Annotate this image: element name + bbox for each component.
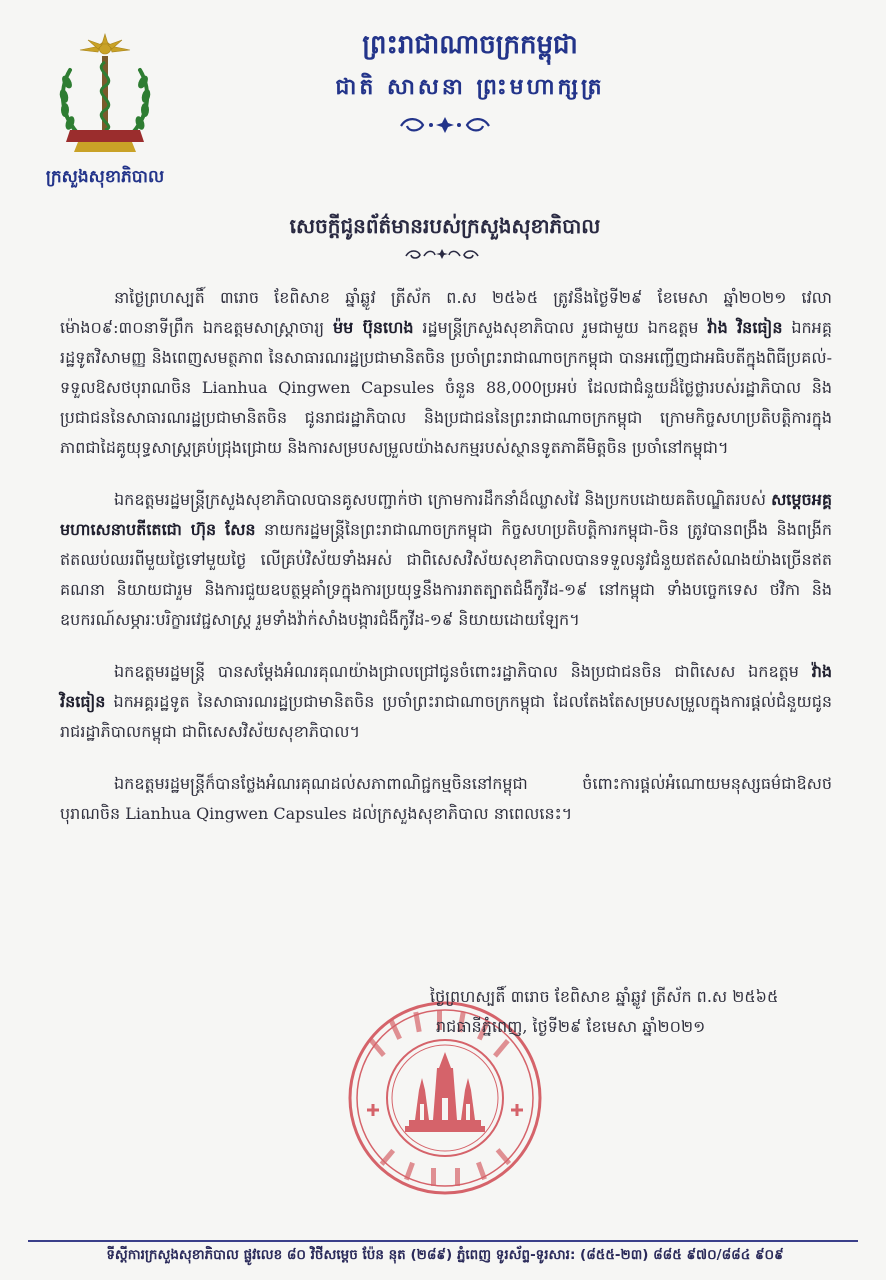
footer-divider — [28, 1240, 858, 1242]
press-release-body — [60, 283, 832, 851]
body-paragraph — [60, 657, 832, 747]
paragraph-text: នាថ្ងៃព្រហស្បតិ៍ ៣រោច ខែពិសាខ ឆ្នាំឆ្លូវ ត្រីស័ក ព.ស ២៥៦៥ ត្រូវនឹងថ្ងៃទី២៩ ខែមេសា ឆ្នាំ២០២១ វេលាម៉ោង០៩:៣០នាទីព្រឹក ឯកឧត្តមសាស្ត្រាចារ្យ — [60, 288, 832, 337]
body-paragraph — [60, 485, 832, 635]
title-ornament-icon — [402, 246, 482, 262]
paragraph-text: ឯកអគ្គរដ្ឋទូតវិសាមញ្ញ និងពេញសមត្ថភាព នៃសាធារណរដ្ឋប្រជាមានិតចិន ប្រចាំព្រះរាជាណាចក្រកម្ពុជា បានអញ្ជើញជាអធិបតីក្នុងពិធីប្រគល់-ទទួលឱសថបុរាណចិន Lianhua Qingwen Capsules ចំនួន 88,000ប្រអប់ ដែលជាជំនួយដ៏ថ្លៃថ្លារបស់រដ្ឋាភិបាល និងប្រជាជននៃសាធារណរដ្ឋប្រជាមានិតចិន ជូនរាជរដ្ឋាភិបាល និងប្រជាជននៃព្រះរាជាណាចក្រកម្ពុជា ក្រោមកិច្ចសហប្រតិបត្តិការក្នុងភាពជាដៃគូយុទ្ធសាស្ត្រគ្រប់ជ្រុងជ្រោយ និងការសម្របសម្រួលយ៉ាងសកម្មរបស់ស្ថានទូតភាគីមិត្តចិន ប្រចាំនៅកម្ពុជា។ — [60, 318, 833, 457]
national-motto: ជាតិ សាសនា ព្រះមហាក្សត្រ — [335, 74, 605, 100]
body-paragraph — [60, 769, 832, 829]
highlighted-name: វ៉ាង វិនធៀន — [707, 318, 783, 337]
paragraph-text: នាយករដ្ឋមន្ត្រីនៃព្រះរាជាណាចក្រកម្ពុជា កិច្ចសហប្រតិបត្តិការកម្ពុជា-ចិន ត្រូវបានពង្រឹង និងពង្រីកឥតឈប់ឈរពីមួយថ្ងៃទៅមួយថ្ងៃ លើគ្រប់វិស័យទាំងអស់ ជាពិសេសវិស័យសុខាភិបាលបានទទួលនូវជំនួយឥតសំណងយ៉ាងច្រើនឥតគណនា និយាយជារួម និងការជួយឧបត្ថម្ភគាំទ្រក្នុងការប្រយុទ្ធនឹងការរាតត្បាតជំងឺកូវីដ-១៩ នៅកម្ពុជា ទាំងបច្ចេកទេស ថវិកា និងឧបករណ៍សម្ភារៈបរិក្ខារវេជ្ជសាស្ត្រ រួមទាំងវ៉ាក់សាំងបង្ការជំងឺកូវីដ-១៩ និយាយដោយឡែក។ — [60, 520, 832, 629]
paragraph-text: ឯកឧត្តមរដ្ឋមន្ត្រីក៏បានថ្លែងអំណរគុណដល់សភាពាណិជ្ជកម្មចិននៅកម្ពុជា ចំពោះការផ្តល់អំណោយមនុស្សធម៌ជាឱសថបុរាណចិន Lianhua Qingwen Capsules ដល់ក្រសួងសុខាភិបាល នាពេលនេះ។ — [60, 774, 832, 823]
ministry-name-under-logo: ក្រសួងសុខាភិបាល — [45, 167, 165, 187]
highlighted-name: វ៉ាង វិនធៀន — [60, 662, 832, 711]
body-paragraph — [60, 283, 832, 463]
paragraph-text: ឯកឧត្តមរដ្ឋមន្ត្រីក្រសួងសុខាភិបាលបានគូសបញ្ជាក់ថា ក្រោមការដឹកនាំដ៏ឈ្លាសវៃ និងប្រកបដោយគតិបណ្ឌិតរបស់ — [114, 490, 772, 509]
footer-address: ទីស្តីការក្រសួងសុខាភិបាល ផ្លូវលេខ ៨០ វិថីសម្តេច ប៉ែន នុត (២៨៩) ភ្នំពេញ ទូរស័ព្ទ-ទូរសារ: (៨៥៥-២៣) ៨៨៥ ៩៧០/៨៨៤ ៩០៩ — [106, 1247, 784, 1263]
ministry-emblem-icon — [40, 30, 170, 165]
paragraph-text: រដ្ឋមន្ត្រីក្រសួងសុខាភិបាល រួមជាមួយ ឯកឧត្តម — [413, 318, 708, 337]
highlighted-name: ម៉ម ប៊ុនហេង — [333, 318, 414, 337]
header-ornament-icon — [395, 114, 495, 136]
document-title: សេចក្តីជូនព័ត៌មានរបស់ក្រសួងសុខាភិបាល — [289, 214, 601, 238]
paragraph-text: ឯកឧត្តមរដ្ឋមន្ត្រី បានសម្តែងអំណរគុណយ៉ាងជ្រាលជ្រៅជូនចំពោះរដ្ឋាភិបាល និងប្រជាជនចិន ជាពិសេស ឯកឧត្តម — [114, 662, 812, 681]
kingdom-title: ព្រះរាជាណាចក្រកម្ពុជា — [362, 30, 578, 60]
lunar-date: ថ្ងៃព្រហស្បតិ៍ ៣រោច ខែពិសាខ ឆ្នាំឆ្លូវ ត្រីស័ក ព.ស ២៥៦៥ — [430, 987, 779, 1006]
signature-date-block — [400, 982, 800, 1042]
highlighted-name: សម្តេចអគ្គមហាសេនាបតីតេជោ ហ៊ុន សែន — [60, 490, 832, 539]
paragraph-text: ឯកអគ្គរដ្ឋទូត នៃសាធារណរដ្ឋប្រជាមានិតចិន ប្រចាំព្រះរាជាណាចក្រកម្ពុជា ដែលតែងតែសម្របសម្រួលក្នុងការផ្តល់ជំនួយជូនរាជរដ្ឋាភិបាលកម្ពុជា ជាពិសេសវិស័យសុខាភិបាល។ — [60, 692, 832, 741]
place-and-date: រាជធានីភ្នំពេញ, ថ្ងៃទី២៩ ខែមេសា ឆ្នាំ២០២១ — [436, 1017, 706, 1036]
